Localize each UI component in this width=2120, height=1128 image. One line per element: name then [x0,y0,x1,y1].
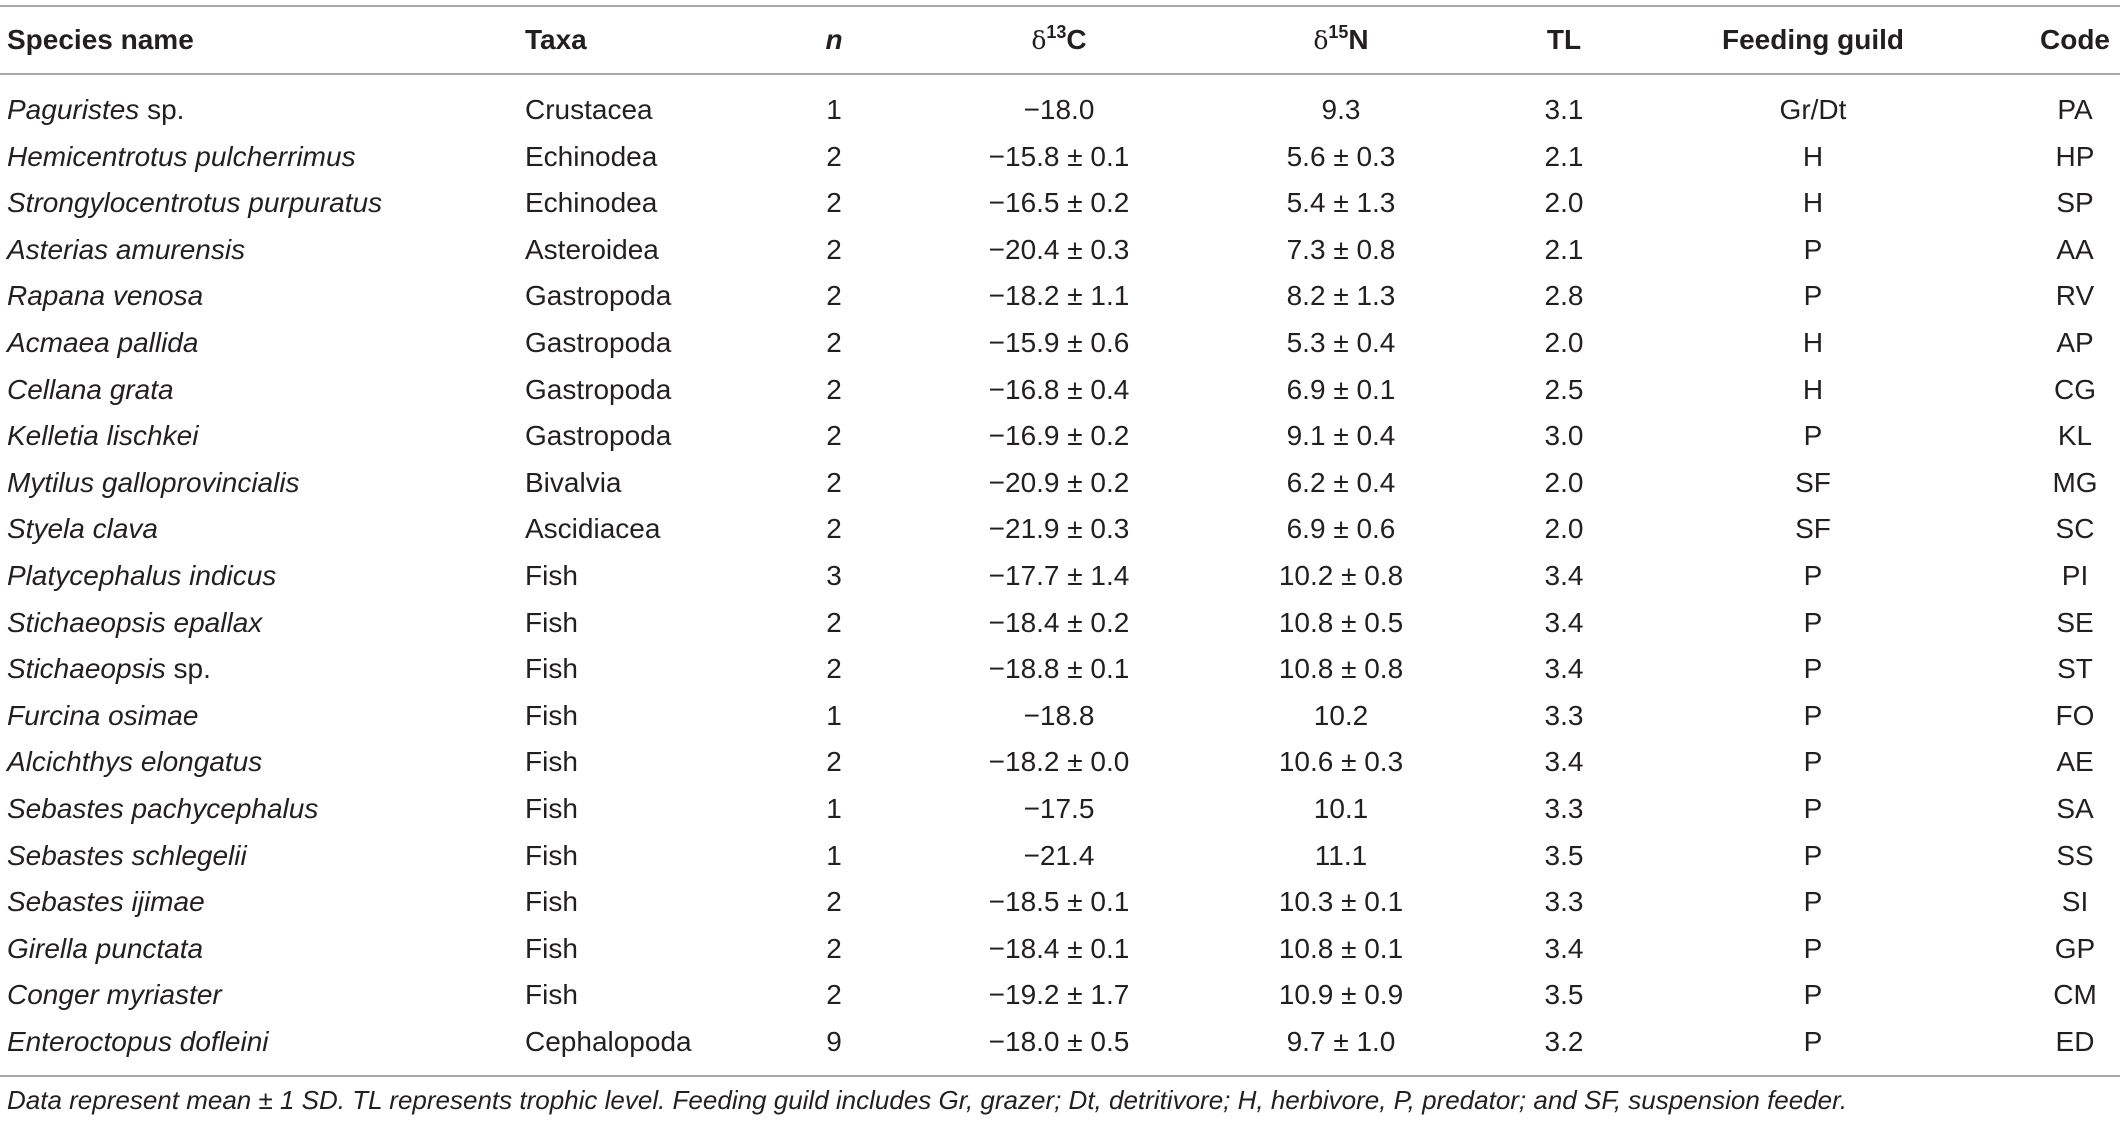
trophic-level-cell: 3.5 [1544,839,1584,871]
n-cell: 1 [826,699,842,731]
species-name: Furcina osimae [7,699,199,731]
species-cell [0,786,525,833]
species-name: Rapana venosa [7,280,204,312]
delta13c-cell: −18.4 ± 0.2 [988,606,1130,638]
n-cell: 2 [826,233,842,265]
taxa-cell: Cephalopoda [525,1025,692,1057]
table-row [0,786,2120,833]
feeding-guild-cell: H [1802,326,1824,358]
taxa-cell: Fish [525,932,578,964]
table-row [0,87,2120,134]
species-cell [0,87,525,134]
n-cell: 2 [826,140,842,172]
delta15n-cell: 10.8 ± 0.5 [1278,606,1404,638]
trophic-level-cell: 3.3 [1544,699,1584,731]
feeding-guild-cell: P [1803,792,1823,824]
code-cell: CG [2054,373,2096,405]
code-cell: GP [2054,932,2096,964]
delta15n-cell: 10.6 ± 0.3 [1278,746,1404,778]
species-name: Girella punctata [7,932,204,964]
delta13c-cell: −15.9 ± 0.6 [988,326,1130,358]
delta15n-cell: 9.3 [1321,94,1361,125]
taxa-cell: Ascidiacea [525,513,661,545]
species-cell [0,413,525,460]
table-row [0,413,2120,460]
delta15n-cell: 10.2 [1313,699,1369,731]
isotope-element: C [1066,24,1087,55]
trophic-level-cell: 2.1 [1544,140,1584,172]
delta13c-cell: −16.8 ± 0.4 [988,373,1130,405]
feeding-guild-cell: P [1803,559,1823,591]
species-cell [0,553,525,600]
delta15n-cell: 6.9 ± 0.1 [1286,373,1396,405]
species-name: Alcichthys elongatus [7,746,263,778]
feeding-guild-cell: H [1802,187,1824,219]
code-cell: PI [2061,559,2089,591]
delta15n-cell: 9.1 ± 0.4 [1286,420,1396,452]
taxa-cell: Fish [525,559,578,591]
feeding-guild-cell: P [1803,699,1823,731]
table-row [0,693,2120,740]
table-row [0,180,2120,227]
species-name: Styela clava [7,513,158,545]
trophic-level-cell: 3.4 [1544,932,1584,964]
species-cell [0,273,525,320]
delta15n-cell: 6.9 ± 0.6 [1286,513,1396,545]
code-cell: SA [2056,792,2094,824]
header-species-name: Species name [7,24,194,55]
feeding-guild-cell: P [1803,420,1823,452]
taxa-cell: Asteroidea [525,233,659,265]
feeding-guild-cell: P [1803,979,1823,1011]
header-trophic-level: TL [1546,24,1582,55]
header-delta13c [928,7,1190,74]
delta13c-cell: −17.7 ± 1.4 [988,559,1130,591]
table-footnote: Data represent mean ± 1 SD. TL represents trophic level. Feeding guild includes Gr, grazer; Dt, detritivore; H, herbivore, P, predator; and SF, suspension feeder. [7,1085,1848,1116]
species-cell [0,646,525,693]
delta15n-cell: 9.7 ± 1.0 [1286,1025,1396,1057]
feeding-guild-cell: H [1802,140,1824,172]
code-cell: SP [2056,187,2094,219]
trophic-level-cell: 3.4 [1544,746,1584,778]
taxa-cell: Fish [525,653,578,685]
species-cell [0,833,525,880]
n-cell: 2 [826,653,842,685]
species-cell [0,1019,525,1066]
feeding-guild-cell: P [1803,233,1823,265]
delta15n-cell: 10.3 ± 0.1 [1278,886,1404,918]
table-row [0,646,2120,693]
header-delta15n [1190,7,1492,74]
n-cell: 2 [826,280,842,312]
feeding-guild-cell: P [1803,653,1823,685]
table-row [0,273,2120,320]
trophic-level-cell: 3.4 [1544,653,1584,685]
feeding-guild-cell: H [1802,373,1824,405]
species-cell [0,180,525,227]
isotope-element: N [1348,24,1369,55]
n-cell: 2 [826,420,842,452]
delta-symbol: δ [1031,26,1047,55]
delta13c-cell: −18.0 ± 0.5 [988,1025,1130,1057]
delta13c-cell: −18.0 [1023,94,1095,125]
trophic-level-cell: 3.4 [1544,606,1584,638]
species-cell [0,600,525,647]
table-row [0,134,2120,181]
species-cell [0,320,525,367]
n-cell: 3 [826,559,842,591]
delta15n-cell: 10.8 ± 0.8 [1278,653,1404,685]
taxa-cell: Fish [525,746,578,778]
delta15n-cell: 6.2 ± 0.4 [1286,466,1396,498]
species-name: Platycephalus indicus [7,559,277,591]
n-cell: 2 [826,466,842,498]
trophic-level-cell: 2.0 [1544,187,1584,219]
delta13c-cell: −16.9 ± 0.2 [988,420,1130,452]
isotope-mass-superscript: 13 [1046,22,1067,42]
header-feeding-guild: Feeding guild [1722,24,1904,55]
feeding-guild-cell: P [1803,746,1823,778]
delta15n-cell: 10.2 ± 0.8 [1278,559,1404,591]
trophic-level-cell: 2.5 [1544,373,1584,405]
table-row [0,600,2120,647]
delta15n-cell: 5.6 ± 0.3 [1286,140,1396,172]
trophic-level-cell: 3.1 [1544,94,1584,125]
code-cell: SC [2055,513,2095,545]
isotope-mass-superscript: 15 [1328,22,1349,42]
n-cell: 2 [826,932,842,964]
delta15n-cell: 8.2 ± 1.3 [1286,280,1396,312]
table-row [0,1019,2120,1066]
delta13c-cell: −20.4 ± 0.3 [988,233,1130,265]
n-cell: 9 [826,1025,842,1057]
delta13c-cell: −21.4 [1023,839,1095,871]
taxa-cell: Gastropoda [525,280,672,312]
code-cell: KL [2057,420,2093,452]
code-cell: RV [2055,280,2095,312]
code-cell: SE [2056,606,2094,638]
n-cell: 2 [826,606,842,638]
table-row [0,506,2120,553]
species-qualifier: sp. [173,653,211,685]
n-cell: 1 [826,94,842,125]
species-qualifier: sp. [147,94,185,125]
taxa-cell: Fish [525,886,578,918]
taxa-cell: Fish [525,839,578,871]
trophic-level-cell: 2.0 [1544,326,1584,358]
trophic-level-cell: 2.0 [1544,513,1584,545]
data-table [0,5,2120,1077]
species-name: Sebastes ijimae [7,886,205,918]
table-row [0,460,2120,507]
delta13c-cell: −15.8 ± 0.1 [988,140,1130,172]
code-cell: CM [2053,979,2097,1011]
species-name: Kelletia lischkei [7,420,199,452]
species-name: Mytilus galloprovincialis [7,466,300,498]
species-cell [0,227,525,274]
n-cell: 2 [826,886,842,918]
feeding-guild-cell: P [1803,932,1823,964]
delta13c-cell: −18.2 ± 1.1 [988,280,1130,312]
table-row [0,320,2120,367]
header-code: Code [2040,24,2110,55]
trophic-level-cell: 3.0 [1544,420,1584,452]
delta13c-cell: −18.2 ± 0.0 [988,746,1130,778]
code-cell: PA [2057,94,2093,125]
delta13c-cell: −18.5 ± 0.1 [988,886,1130,918]
header-n: n [825,24,843,55]
delta13c-cell: −19.2 ± 1.7 [988,979,1130,1011]
code-cell: AE [2056,746,2094,778]
taxa-cell: Echinodea [525,140,658,172]
species-cell [0,879,525,926]
species-cell [0,693,525,740]
table-row [0,367,2120,414]
species-name: Acmaea pallida [7,326,199,358]
n-cell: 1 [826,792,842,824]
code-cell: ED [2055,1025,2095,1057]
n-cell: 2 [826,373,842,405]
delta15n-cell: 11.1 [1314,839,1368,871]
feeding-guild-cell: P [1803,1025,1823,1057]
feeding-guild-cell: Gr/Dt [1779,94,1847,125]
taxa-cell: Fish [525,699,578,731]
trophic-level-cell: 3.2 [1544,1025,1584,1057]
species-cell [0,506,525,553]
taxa-cell: Fish [525,606,578,638]
delta-symbol: δ [1313,26,1329,55]
n-cell: 2 [826,746,842,778]
n-cell: 2 [826,979,842,1011]
delta15n-cell: 10.9 ± 0.9 [1278,979,1404,1011]
n-cell: 1 [826,839,842,871]
species-cell [0,460,525,507]
delta13c-cell: −18.8 [1023,699,1095,731]
table-row [0,833,2120,880]
species-name: Enteroctopus dofleini [7,1025,269,1057]
species-cell [0,739,525,786]
delta15n-cell: 5.3 ± 0.4 [1286,326,1396,358]
trophic-level-cell: 2.8 [1544,280,1584,312]
feeding-guild-cell: P [1803,280,1823,312]
code-cell: MG [2052,466,2098,498]
trophic-level-cell: 2.0 [1544,466,1584,498]
species-cell [0,367,525,414]
delta13c-cell: −18.8 ± 0.1 [988,653,1130,685]
delta13c-cell: −17.5 [1023,792,1095,824]
feeding-guild-cell: SF [1795,513,1831,545]
delta15n-cell: 10.8 ± 0.1 [1278,932,1404,964]
taxa-cell: Echinodea [525,187,658,219]
code-cell: AA [2056,233,2094,265]
species-name: Stichaeopsis epallax [7,606,263,638]
code-cell: SI [2061,886,2089,918]
trophic-level-cell: 3.5 [1544,979,1584,1011]
n-cell: 2 [826,326,842,358]
trophic-level-cell: 2.1 [1544,233,1584,265]
feeding-guild-cell: P [1803,886,1823,918]
species-cell [0,926,525,973]
delta15n-cell: 10.1 [1313,792,1369,824]
table-row [0,227,2120,274]
taxa-cell: Gastropoda [525,326,672,358]
feeding-guild-cell: P [1803,606,1823,638]
code-cell: SS [2056,839,2094,871]
table-row [0,553,2120,600]
species-name: Sebastes pachycephalus [7,792,319,824]
n-cell: 2 [826,187,842,219]
table-row [0,926,2120,973]
delta15n-cell: 7.3 ± 0.8 [1286,233,1396,265]
taxa-cell: Gastropoda [525,420,672,452]
species-name: Cellana grata [7,373,174,405]
species-name: Sebastes schlegelii [7,839,247,871]
delta13c-cell: −18.4 ± 0.1 [988,932,1130,964]
delta13c-cell: −16.5 ± 0.2 [988,187,1130,219]
species-name: Hemicentrotus pulcherrimus [7,140,356,172]
species-name: Stichaeopsis [7,653,166,685]
trophic-level-cell: 3.3 [1544,886,1584,918]
taxa-cell: Fish [525,979,578,1011]
species-cell [0,972,525,1019]
species-name: Asterias amurensis [7,233,246,265]
trophic-level-cell: 3.4 [1544,559,1584,591]
delta13c-cell: −20.9 ± 0.2 [988,466,1130,498]
table-row [0,739,2120,786]
taxa-cell: Crustacea [525,94,653,125]
table-row [0,972,2120,1019]
code-cell: FO [2055,699,2095,731]
code-cell: AP [2056,326,2094,358]
species-cell [0,134,525,181]
table-header [0,7,2120,75]
taxa-cell: Bivalvia [525,466,622,498]
taxa-cell: Fish [525,792,578,824]
n-cell: 2 [826,513,842,545]
species-name: Strongylocentrotus purpuratus [7,187,383,219]
code-cell: ST [2057,653,2093,685]
table-body [0,75,2120,1077]
delta15n-cell: 5.4 ± 1.3 [1286,187,1396,219]
feeding-guild-cell: P [1803,839,1823,871]
species-name: Conger myriaster [7,979,222,1011]
species-name: Paguristes [7,94,140,125]
taxa-cell: Gastropoda [525,373,672,405]
table-row [0,879,2120,926]
delta13c-cell: −21.9 ± 0.3 [988,513,1130,545]
trophic-level-cell: 3.3 [1544,792,1584,824]
header-taxa: Taxa [525,24,587,55]
code-cell: HP [2055,140,2095,172]
feeding-guild-cell: SF [1795,466,1831,498]
